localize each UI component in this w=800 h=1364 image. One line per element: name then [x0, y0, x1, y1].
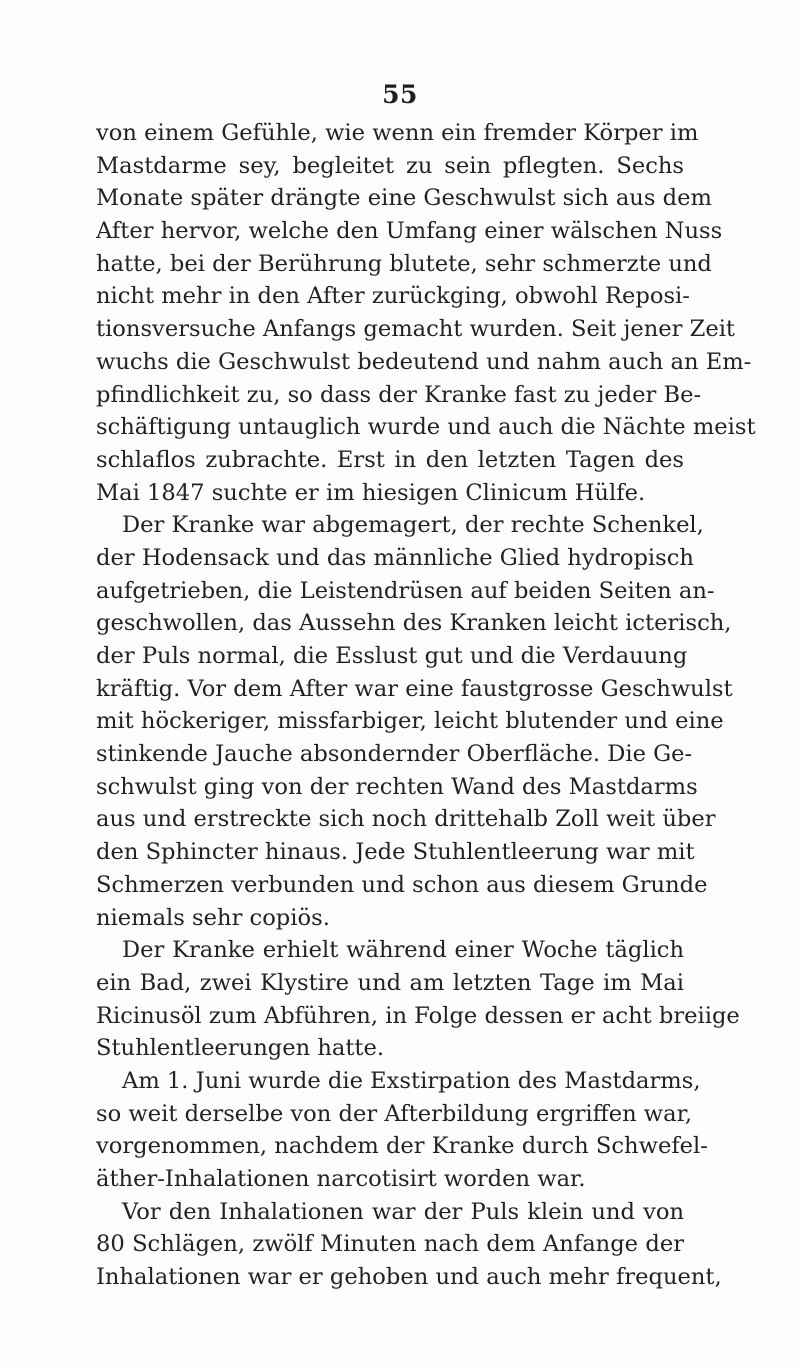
text-line: pfindlichkeit zu, so dass der Kranke fast zu jeder Be-: [96, 381, 702, 408]
text-line: hatte, bei der Berührung blutete, sehr schmerzte und: [96, 250, 712, 277]
text-line: wuchs die Geschwulst bedeutend und nahm auch an Em-: [96, 348, 752, 375]
body-text: [96, 117, 756, 1294]
text-line: aus und erstreckte sich noch drittehalb Zoll weit über: [96, 806, 716, 833]
text-line: vorgenommen, nachdem der Kranke durch Schwefel-: [96, 1133, 708, 1160]
text-line: Am 1. Juni wurde die Exstirpation des Mastdarms,: [122, 1067, 701, 1094]
text-line: geschwollen, das Aussehn des Kranken leicht icterisch,: [96, 610, 732, 637]
text-line: ein Bad, zwei Klystire und am letzten Tage im Mai: [96, 969, 684, 996]
text-line: schäftigung untauglich wurde und auch die Nächte meist: [96, 414, 756, 441]
text-line: tionsversuche Anfangs gemacht wurden. Seit jener Zeit: [96, 316, 736, 343]
text-line: nicht mehr in den After zurückging, obwohl Reposi-: [96, 283, 690, 310]
text-line: äther-Inhalationen narcotisirt worden war.: [96, 1166, 586, 1192]
text-line: schlaflos zubrachte. Erst in den letzten Tagen des: [96, 446, 684, 473]
text-line: Schmerzen verbunden und schon aus diesem Grunde: [96, 871, 708, 898]
text-line: so weit derselbe von der Afterbildung ergriffen war,: [96, 1100, 693, 1127]
text-line: Vor den Inhalationen war der Puls klein und von: [122, 1198, 684, 1225]
text-line: After hervor, welche den Umfang einer wälschen Nuss: [96, 218, 723, 245]
text-line: Monate später drängte eine Geschwulst sich aus dem: [96, 185, 712, 212]
text-line: aufgetrieben, die Leistendrüsen auf beiden Seiten an-: [96, 577, 715, 604]
text-line: niemals sehr copiös.: [96, 904, 330, 931]
text-line: den Sphincter hinaus. Jede Stuhlentleerung war mit: [96, 839, 695, 866]
text-line: mit höckeriger, missfarbiger, leicht blutender und eine: [96, 708, 724, 735]
text-line: Der Kranke war abgemagert, der rechte Schenkel,: [122, 512, 704, 539]
text-line: schwulst ging von der rechten Wand des Mastdarms: [96, 773, 698, 800]
text-line: Der Kranke erhielt während einer Woche täglich: [122, 937, 684, 964]
text-line: der Hodensack und das männliche Glied hydropisch: [96, 544, 694, 571]
text-line: Mastdarme sey, begleitet zu sein pflegten. Sechs: [96, 152, 684, 179]
text-line: der Puls normal, die Esslust gut und die Verdauung: [96, 643, 688, 669]
text-line: Inhalationen war er gehoben und auch mehr frequent,: [96, 1264, 722, 1291]
text-line: 80 Schlägen, zwölf Minuten nach dem Anfange der: [96, 1231, 684, 1258]
text-line: kräftig. Vor dem After war eine faustgrosse Geschwulst: [96, 675, 733, 702]
text-line: stinkende Jauche absondernder Oberfläche. Die Ge-: [96, 741, 693, 768]
text-line: Ricinusöl zum Abführen, in Folge dessen er acht breiige: [96, 1002, 740, 1029]
page-number: 55: [382, 80, 418, 109]
text-line: Mai 1847 suchte er im hiesigen Clinicum Hülfe.: [96, 479, 646, 506]
text-line: Stuhlentleerungen hatte.: [96, 1035, 385, 1062]
text-line: von einem Gefühle, wie wenn ein fremder Körper im: [96, 120, 699, 146]
